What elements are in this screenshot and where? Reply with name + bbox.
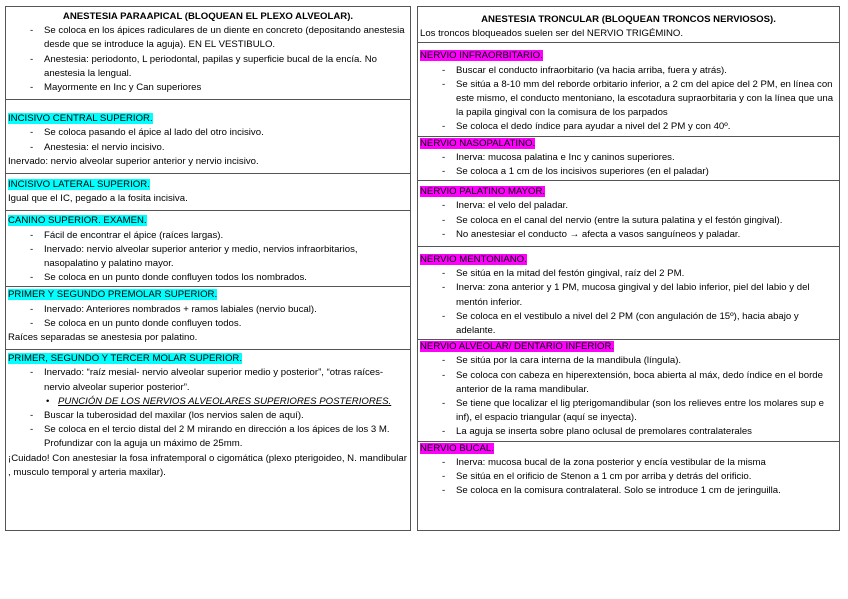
list-item: - Buscar la tuberosidad del maxilar (los nervios salen de aquí). [8,409,408,423]
section-heading: INCISIVO CENTRAL SUPERIOR. [8,113,153,125]
incisivo-central-section [6,100,410,174]
list-item: - La aguja se inserta sobre plano oclusal de premolares contralaterales [420,425,837,439]
troncular-section [418,7,839,43]
section-heading: NERVIO MENTONIANO. [420,254,527,266]
section-note: Inervado: nervio alveolar superior anterior y nervio incisivo. [8,155,259,167]
list-item: - Se coloca el dedo índice para ayudar a nivel del 2 PM y con 40º. [420,120,837,134]
palatino-section [418,181,839,247]
section-heading: NERVIO PALATINO MAYOR. [420,186,546,198]
mentoniano-section [418,247,839,340]
right-column [417,6,840,531]
premolares-section [6,287,410,350]
section-heading: PRIMER, SEGUNDO Y TERCER MOLAR SUPERIOR. [8,353,243,365]
paraapical-section [6,7,410,100]
troncular-title: ANESTESIA TRONCULAR (BLOQUEAN TRONCOS NERVIOSOS). [481,14,776,25]
list-item: - Mayormente en Inc y Can superiores [8,81,408,95]
list-item: - Se coloca en un punto donde confluyen todos. [8,317,408,331]
section-heading: NERVIO ALVEOLAR/ DENTARIO INFERIOR. [420,341,615,353]
troncular-subtitle: Los troncos bloqueados suelen ser del NERVIO TRIGÉMINO. [420,28,684,40]
list-item: - Inervado: Anteriores nombrados + ramos labiales (nervio bucal). [8,303,408,317]
bucal-section [418,442,839,500]
alveolar-inferior-section [418,340,839,441]
infraorbitario-section [418,43,839,136]
nasopalatino-section [418,137,839,182]
list-item: - Se sitúa a 8-10 mm del reborde orbitario inferior, a 2 cm del apice del 2 PM, en línea con este mismo, el conducto mentoniano, la escotadura supraorbitaria y con la línea que una la papila gingival con la comisura de los parpados [420,78,837,121]
molares-section [6,350,410,481]
section-heading: NERVIO NASOPALATINO. [420,137,536,149]
list-item: - Se coloca en el canal del nervio (entre la sutura palatina y el festón gingival). [420,214,837,228]
list-item: - Se coloca en los ápices radiculares de un diente en concreto (depositando anestesia desde que se introduce la aguja). EN EL VESTIBULO. [8,24,408,52]
list-item: - Se coloca en un punto donde confluyen todos los nombrados. [8,271,408,285]
list-item: - Se coloca en el tercio distal del 2 M mirando en dirección a los ápices de los 3 M. Profundizar con la aguja un máximo de 25mm. [8,423,408,451]
list-item: - Se coloca con cabeza en hiperextensión, boca abierta al máx, dedo índice en el borde anterior de la rama mandibular. [420,369,837,397]
list-item: - Se coloca a 1 cm de los incisivos superiores (en el paladar) [420,165,837,179]
list-item: - Anestesia: periodonto, L periodontal, papilas y superficie bucal de la encía. No anestesia la lengual. [8,53,408,81]
list-item: - Inervado: “raíz mesial- nervio alveolar superior medio y posterior”, “otras raíces- nervio alveolar superior posterior”. [8,366,408,394]
canino-section [6,211,410,287]
section-heading: INCISIVO LATERAL SUPERIOR. [8,179,150,191]
list-item: - Se sitúa en el orificio de Stenon a 1 cm por arriba y detrás del orificio. [420,470,837,484]
list-item: - Inerva: zona anterior y 1 PM, mucosa gingival y del labio inferior, piel del labio y del mentón inferior. [420,281,837,309]
list-item: - Inerva: el velo del paladar. [420,199,837,213]
list-item: - Fácil de encontrar el ápice (raíces largas). [8,229,408,243]
list-item: - Inerva: mucosa palatina e Inc y caninos superiores. [420,151,837,165]
section-note: Igual que el IC, pegado a la fosita incisiva. [8,193,188,205]
incisivo-lateral-section [6,174,410,211]
list-item: - No anestesiar el conducto → afecta a vasos sanguíneos y paladar. [420,228,837,242]
sub-bullet: • PUNCIÓN DE LOS NERVIOS ALVEOLARES SUPERIORES POSTERIORES. [8,395,408,409]
list-item: - Inerva: mucosa bucal de la zona posterior y encía vestibular de la misma [420,456,837,470]
list-item: - Buscar el conducto infraorbitario (va hacia arriba, fuera y atrás). [420,64,837,78]
list-item: - Se coloca en la comisura contralateral. Solo se introduce 1 cm de jeringuilla. [420,484,837,498]
list-item: - Inervado: nervio alveolar superior anterior y medio, nervios infraorbitarios, nasopalatino y palatino mayor. [8,243,408,271]
section-heading: CANINO SUPERIOR. EXAMEN. [8,215,147,227]
section-note: Raíces separadas se anestesia por palatino. [8,332,198,344]
list-item: - Se tiene que localizar el lig pterigomandibular (son los relieves entre los molares sup e inf), el espacio triangular (aquí se inyecta). [420,397,837,425]
left-column [5,6,411,531]
list-item: - Anestesia: el nervio incisivo. [8,141,408,155]
list-item: - Se coloca en el vestibulo a nivel del 2 PM (con angulación de 15º), hacia abajo y adelante. [420,310,837,338]
warning-note: ¡Cuidado! Con anestesiar la fosa infratemporal o cigomática (plexo pterigoideo, N. mandibular , musculo temporal y arteria maxilar). [8,452,407,478]
section-heading: PRIMER Y SEGUNDO PREMOLAR SUPERIOR. [8,289,218,301]
section-heading: NERVIO BUCAL. [420,442,494,454]
paraapical-title: ANESTESIA PARAAPICAL (BLOQUEAN EL PLEXO ALVEOLAR). [62,11,354,22]
section-heading: NERVIO INFRAORBITARIO. [420,50,543,62]
list-item: - Se sitúa por la cara interna de la mandibula (língula). [420,354,837,368]
list-item: - Se sitúa en la mitad del festón gingival, raíz del 2 PM. [420,267,837,281]
list-item: - Se coloca pasando el ápice al lado del otro incisivo. [8,126,408,140]
